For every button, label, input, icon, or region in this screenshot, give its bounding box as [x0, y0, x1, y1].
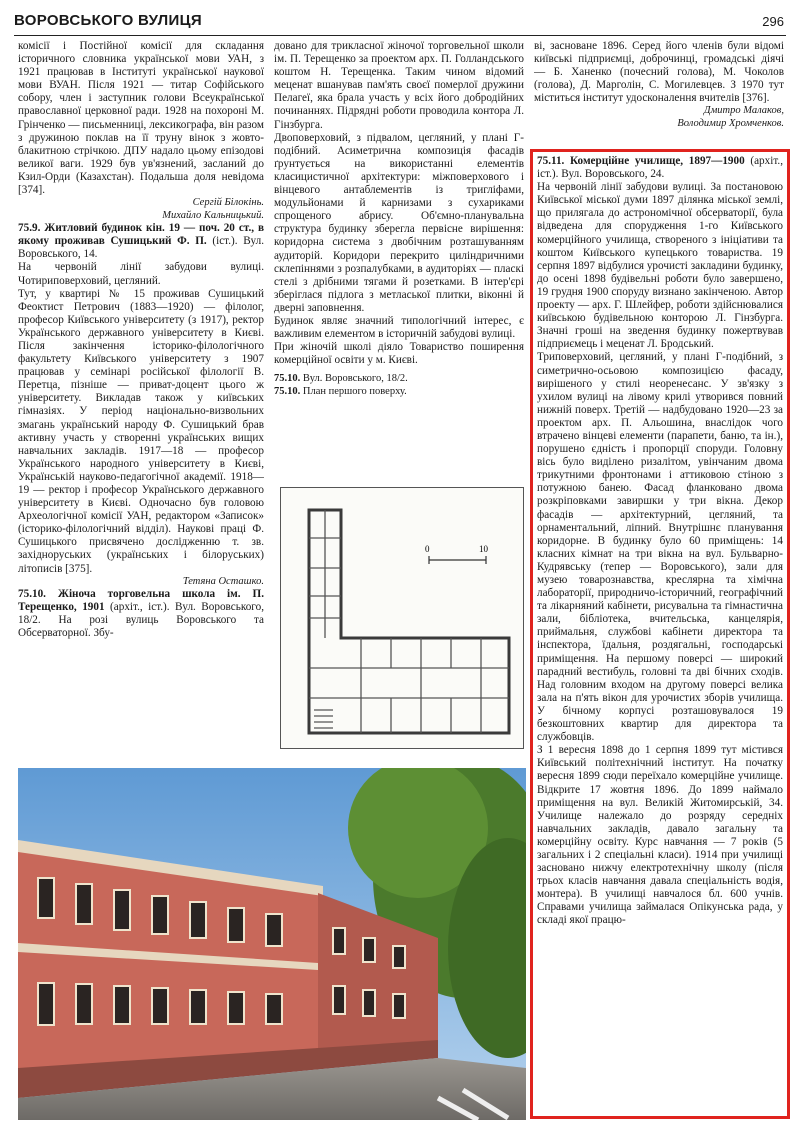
paragraph: ві, засноване 1896. Серед його членів були відомі київські підприємці, доброчинці, громадські діячі — Б. Ханенко (почесний голова), М. Чоколов (голова), Д. Марголін, С. Могилевцев. З 1970 тут міститься інститут удосконалення вчителів [376].: [534, 40, 784, 105]
author-signature: Сергій Білокінь.: [192, 197, 264, 209]
floor-plan-image: [280, 487, 524, 749]
entry-title: 75.11. Комерційне училище, 1897—1900: [537, 155, 745, 167]
paragraph: На червоній лінії забудови вулиці. Чотириповерховий, цегляний.: [18, 261, 264, 287]
scale-label-zero: 0: [425, 544, 430, 554]
entry-heading: [537, 155, 783, 181]
entry-heading: [18, 588, 264, 640]
entry-subtitle: (архіт., іст.). Вул. Воровського, 24.: [537, 155, 783, 181]
paragraph: З 1 вересня 1898 до 1 серпня 1899 тут містився Київський політехнічний інститут. На початку вересня 1899 сюди переїхало комерційне училище. Відкрите 17 жовтня 1896. До 1899 наймало приміщення на вул. Великій Житомирській, 34. Училище належало до розряду середніх навчальних закладів, давало загальну та комерційну освіту. Курс навчання — 7 років (5 загальних і 2 спеціальні класи). 1914 при училищі засновано нижчу електротехнічну школу (після трьох класів навчання давала спеціальність водія, монтера). В училищі навчалося бл. 600 учнів. Справами училища займалася Опікунська рада, у складі якої працю-: [537, 744, 783, 927]
page-header: [14, 8, 786, 36]
scale-bar: [429, 556, 486, 564]
highlighted-article: [537, 155, 783, 1119]
paragraph: При жіночій школі діяло Товариство поширення комерційної освіти у м. Києві.: [274, 341, 524, 367]
page-number: 296: [762, 14, 784, 29]
paragraph: Триповерховий, цегляний, у плані Г-подібний, з симетрично-осьовою композицією фасаду, вирішеного у стилі неоренесанс. У зв'язку з ухилом вулиці на лівому крилі утворився повний нижній поверх. Третій — надбудовано 1920—23 за проектом арх. П. Альошина, внаслідок чого втрачено вінцеві елементи (парапети, баню, та ін.), порушено єдність і пропорції споруди. Головну вісь було виділено ризалітом, увінчаним двома трикутними фронтонами і аттиковою стіною з потужною банею. Фасад фланковано двома розкріповками завиршки у три вікна. Декор фасадів — архітектурний, цегляний, та орнаментальний, ліпний. Внутрішнє планування коридорне. В будинку було 60 приміщень: 14 класних кімнат на три вікна на вул. Бульварно-Кудрявську (тепер — Воровського), зали для музею товарознавства, креслярна та хімічна лабораторії, природничо-історичний, географічний та лікарняний кабінети, рисувальна та гімнастична зали, бібліотека, вчительська, канцелярія, приймальня, службові кабінети директора та інспектора, їдальня, роздягальні, господарські приміщення. На першому поверсі — широкий парадний вестибуль, головні та дві бічних сходів. Над головним входом на другому поверсі велика зала на п'ять вікон для урочистих зборів училища. У бічному корпусі розташовувалося 19 безкоштовних квартир для директора та службовців.: [537, 351, 783, 744]
author-signature: Тетяна Осташко.: [182, 575, 264, 587]
author-signature: Михайло Кальницький.: [162, 209, 264, 221]
floor-plan-drawing: [281, 488, 525, 750]
entry-heading: [18, 222, 264, 261]
running-title: ВОРОВСЬКОГО ВУЛИЦЯ: [14, 12, 202, 29]
figure-caption: [274, 373, 524, 386]
building-photo: [18, 768, 526, 1120]
caption-number: 75.10.: [274, 373, 301, 385]
text-column-3: [534, 40, 784, 150]
entry-title: 75.9. Житловий будинок кін. 19 — поч. 20 ст., в якому проживав Сушицький Ф. П.: [18, 222, 264, 248]
paragraph: Двоповерховий, з підвалом, цегляний, у плані Г-подібний. Асиметрична композиція фасадів ґрунтується на використанні елементів класицистичної архітектури: міжповерхового і вінцевого антаблементів із тригліфами, модульйонами й карнизами з сухариками спрощеного абрису. Об'ємно-планувальна структура будинку зберегла первісне вирішення: коридорна система з двобічним розташуванням аудиторій. Коридори перекрито циліндричними склепіннями з розпалубками, в аудиторіях — пласкі стелі з дрібними тягами й розетками. В інтер'єрі зберіглася підлога з метласької плитки, віконні й дверні заповнення.: [274, 131, 524, 314]
text-column-2: [274, 40, 524, 480]
paragraph: На червоній лінії забудови вулиці. За постановою Київської міської думи 1897 ділянка міської землі, що прилягала до астрономічної обсерваторії, була відведена для спорудження 1-го Київського комерційного училища, створеного з ініціативи та коштом Київського купецького товариства. 19 серпня 1897 відбулися урочисті закладини будинку, до осені 1898 будівельні роботи було завершено, 19 грудня 1900 споруду визнано закінченою. Автор проекту — арх. Г. Шлейфер, роботи здійснювалися київською будівельною конторою Л. Гінзбурга. Значні гроші на зведення будинку пожертвував підприємець і меценат Л. Бродський.: [537, 181, 783, 351]
entry-subtitle: (іст.). Вул. Воровського, 14.: [18, 235, 264, 261]
caption-text: План першого поверху.: [300, 385, 407, 397]
caption-number: 75.10.: [274, 385, 301, 397]
entry-subtitle: (архіт., іст.). Вул. Воровського, 18/2. На розі вулиць Воровського та Обсерваторної. Збу-: [18, 601, 264, 640]
paragraph: Будинок являє значний типологічний інтерес, є важливим елементом в історичній забудові вулиці.: [274, 314, 524, 341]
author-signature: Володимир Хромченков.: [677, 117, 784, 129]
paragraph: комісії і Постійної комісії для складання історичного словника української мови УАН, з 1921 працював в Інституті української наукової мови ВУАН. Після 1921 — титар Софійського собору, член і заступник голови Всеукраїнської православної церковної ради. 1928 на похороні М. Грінченко — письменниці, лексикографа, він разом з дружиною поклав на її труну вінок з жовто-блакитною стрічкою. ДПУ надало цьому епізодові великої ваги. 1929 був ув'язнений, засланий до Кзил-Орди (Казахстан). Подальша доля невідома [374].: [18, 40, 264, 197]
caption-text: Вул. Воровського, 18/2.: [300, 373, 408, 385]
text-column-1: [18, 40, 264, 800]
paragraph: довано для трикласної жіночої торговельної школи ім. П. Терещенко за проектом арх. П. Голландського коштом Н. Терещенка. Таким чином відомий меценат вшанував пам'ять своєї померлої дружини Пелагеї, яка брала участь у всіх його добродійних починаннях. Підрядні роботи проводила контора Л. Гінзбурга.: [274, 40, 524, 131]
author-signature: Дмитро Малаков,: [703, 105, 784, 117]
figure-caption: [274, 386, 524, 399]
building-illustration: [18, 768, 526, 1120]
entry-title: 75.10. Жіноча торговельна школа ім. П. Терещенко, 1901: [18, 588, 264, 614]
paragraph: Тут, у квартирі № 15 проживав Сушицький Феоктист Петрович (1883—1920) — філолог, професор Київського університету (з 1917), ректор Українського державного університету в Києві. Після закінчення історико-філологічного факультету Київського університету з 1907 працював у семінарі російської філології В. Перетца, пізніше — приват-доцент цього ж університету. Викладав також у київських гімназіях. У період національно-визвольних змагань український народу Ф. Сушицький брав активну участь у створенні українських вищих навчальних закладів. 1917—18 — професор Українського народного університету в Києві, Українській науково-педагогічної академії. 1918—19 — ректор і професор Українського державного університету в Києві. Одночасно був головою Археологічної комісії УАН, редактором «Записок» (історико-філологічний відділ). Наукові праці Ф. Сушицького присвячено дослідженню т. зв. західноруських (українських і білоруських) літописів [375].: [18, 287, 264, 575]
scale-label-ten: 10: [479, 544, 488, 554]
